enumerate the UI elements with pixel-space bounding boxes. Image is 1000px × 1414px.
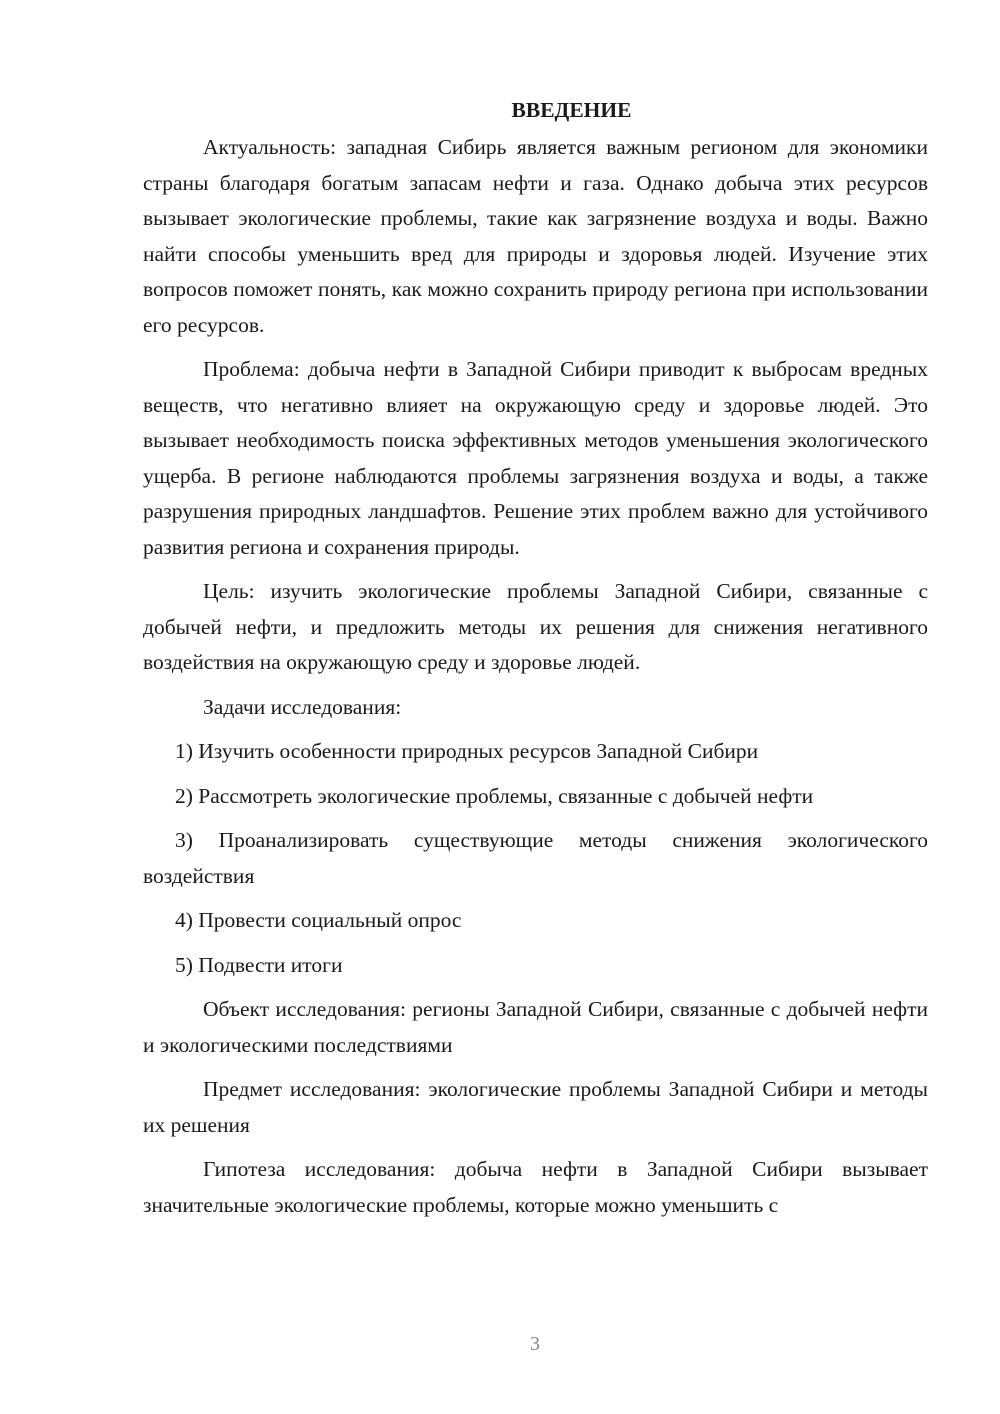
tasks-heading: Задачи исследования: xyxy=(203,694,402,719)
task-item-1: 1) Изучить особенности природных ресурсов Западной Сибири xyxy=(175,739,759,763)
goal-paragraph: Цель: изучить экологические проблемы Западной Сибири, связанные с добычей нефти, и предложить методы их решения для снижения негативного воздействия на окружающую среду и здоровье людей. xyxy=(143,579,928,674)
hypothesis-paragraph: Гипотеза исследования: добыча нефти в Западной Сибири вызывает значительные экологические проблемы, которые можно уменьшить с xyxy=(143,1157,928,1217)
section-heading: ВВЕДЕНИЕ xyxy=(511,98,632,122)
object-paragraph: Объект исследования: регионы Западной Сибири, связанные с добычей нефти и экологическими последствиями xyxy=(143,997,928,1057)
page-number: 3 xyxy=(530,1333,540,1355)
document-page xyxy=(143,93,928,1232)
task-item-2: 2) Рассмотреть экологические проблемы, связанные с добычей нефти xyxy=(175,783,814,808)
task-item-5: 5) Подвести итоги xyxy=(175,952,343,977)
problem-paragraph: Проблема: добыча нефти в Западной Сибири приводит к выбросам вредных веществ, что негативно влияет на окружающую среду и здоровье людей. Это вызывает необходимость поиска эффективных методов уменьшения экологического ущерба. В регионе наблюдаются проблемы загрязнения воздуха и воды, а также разрушения природных ландшафтов. Решение этих проблем важно для устойчивого развития региона и сохранения природы. xyxy=(143,357,928,559)
relevance-paragraph: Актуальность: западная Сибирь является важным регионом для экономики страны благодаря богатым запасам нефти и газа. Однако добыча этих ресурсов вызывает экологические проблемы, такие как загрязнение воздуха и воды. Важно найти способы уменьшить вред для природы и здоровья людей. Изучение этих вопросов поможет понять, как можно сохранить природу региона при использовании его ресурсов. xyxy=(143,135,928,337)
task-item-3: 3) Проанализировать существующие методы снижения экологического воздействия xyxy=(143,828,928,888)
subject-paragraph: Предмет исследования: экологические проблемы Западной Сибири и методы их решения xyxy=(143,1077,928,1137)
task-item-4: 4) Провести социальный опрос xyxy=(175,908,462,932)
